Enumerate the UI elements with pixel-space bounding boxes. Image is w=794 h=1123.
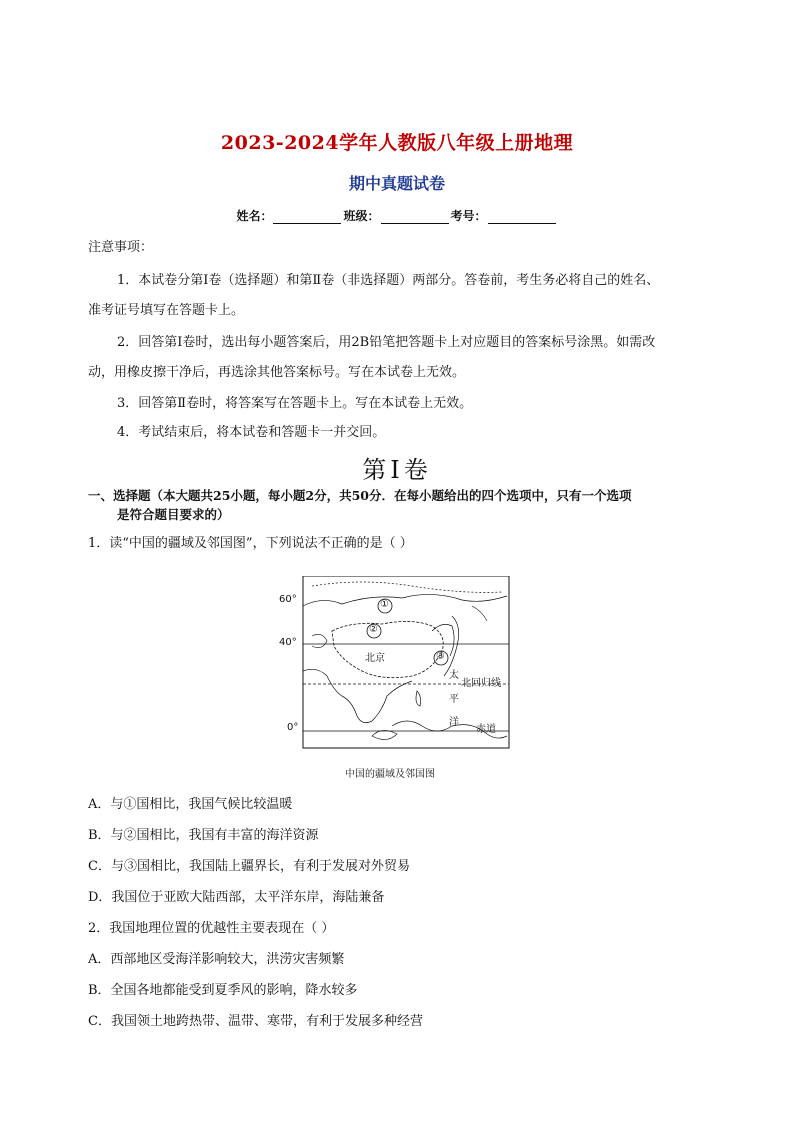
note-1-line-2: 准考证号填写在答题卡上。 xyxy=(88,303,245,318)
map-label-ocean-3: 洋 xyxy=(449,717,459,728)
section-title: 第Ⅰ卷 xyxy=(362,456,432,484)
q1-option-c[interactable]: C．与③国相比，我国陆上疆界长，有利于发展对外贸易 xyxy=(88,859,410,874)
note-2-line-2: 动，用橡皮擦干净后，再选涂其他答案标号。写在本试卷上无效。 xyxy=(88,365,466,380)
map-label-beijing: 北京 xyxy=(365,653,385,664)
q2-option-c[interactable]: C．我国领土地跨热带、温带、寒带，有利于发展多种经营 xyxy=(88,1014,423,1029)
note-3: 3．回答第Ⅱ卷时，将答案写在答题卡上。写在本试卷上无效。 xyxy=(117,396,473,411)
q2-option-b[interactable]: B．全国各地都能受到夏季风的影响，降水较多 xyxy=(88,983,358,998)
map-label-equator: 赤道 xyxy=(476,724,496,735)
part-heading-line-2: 是符合题目要求的） xyxy=(117,507,230,522)
question-1-stem: 1．读“中国的疆域及邻国图”，下列说法不正确的是（ ） xyxy=(88,536,413,551)
exam-no-blank[interactable] xyxy=(488,211,556,224)
question-2-stem: 2．我国地理位置的优越性主要表现在（ ） xyxy=(88,921,335,936)
q1-option-a[interactable]: A．与①国相比，我国气候比较温暖 xyxy=(88,797,293,812)
class-blank[interactable] xyxy=(381,211,449,224)
notes-heading: 注意事项： xyxy=(88,240,154,255)
note-2-line-1: 2．回答第Ⅰ卷时，选出每小题答案后，用2B铅笔把答题卡上对应题目的答案标号涂黑。如需改 xyxy=(117,335,656,350)
q2-option-a[interactable]: A．西部地区受海洋影响较大，洪涝灾害频繁 xyxy=(88,952,345,967)
q1-option-b[interactable]: B．与②国相比，我国有丰富的海洋资源 xyxy=(88,828,319,843)
name-label: 姓名： xyxy=(236,209,273,223)
lat-label-0: 0° xyxy=(287,722,299,733)
map-caption: 中国的疆域及邻国图 xyxy=(345,769,435,780)
map-label-ocean-2: 平 xyxy=(449,694,459,705)
student-info-fields xyxy=(0,207,794,224)
lat-label-60: 60° xyxy=(279,594,297,605)
note-1-line-1: 1．本试卷分第Ⅰ卷（选择题）和第Ⅱ卷（非选择题）两部分。答卷前，考生务必将自己的姓名、 xyxy=(117,273,660,288)
name-blank[interactable] xyxy=(273,211,341,224)
lat-label-40: 40° xyxy=(279,637,297,648)
map-label-tropic: 北回归线 xyxy=(461,678,501,689)
exam-title: 2023-2024学年人教版八年级上册地理 xyxy=(220,132,574,154)
q1-option-d[interactable]: D．我国位于亚欧大陆西部，太平洋东岸，海陆兼备 xyxy=(88,890,385,905)
map-marker-1: ① xyxy=(380,599,389,610)
note-4: 4．考试结束后，将本试卷和答题卡一并交回。 xyxy=(117,425,386,440)
map-marker-3: ③ xyxy=(436,651,445,662)
exam-no-label: 考号： xyxy=(450,209,487,223)
exam-subtitle: 期中真题试卷 xyxy=(348,174,445,193)
class-label: 班级： xyxy=(343,209,380,223)
map-marker-2: ② xyxy=(369,624,378,635)
part-heading-line-1: 一、选择题（本大题共25小题，每小题2分，共50分．在每小题给出的四个选项中，只有一个选项 xyxy=(88,488,632,503)
map-label-ocean-1: 太 xyxy=(449,670,459,681)
